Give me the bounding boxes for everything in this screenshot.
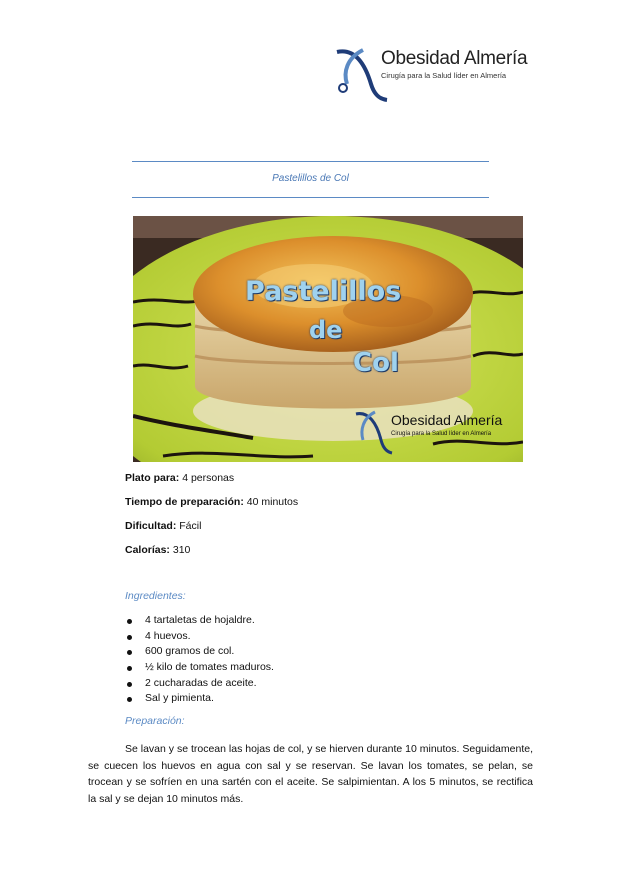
ingredient-text: 2 cucharadas de aceite. [145,676,257,689]
ingredient-text: Sal y pimienta. [145,692,214,705]
logo-subtitle: Cirugía para la Salud líder en Almería [381,71,507,80]
list-item [125,692,274,708]
logo-title: Obesidad Almería [381,48,528,69]
difficulty-line [125,520,201,532]
bullet-icon [127,635,132,640]
ingredients-heading: Ingredientes: [125,590,186,602]
list-item [125,661,274,677]
difficulty-label: Dificultad: [125,520,177,532]
title-bottom-rule [132,197,489,198]
calories-label: Calorías: [125,544,170,556]
header-logo [333,44,533,104]
calories-line [125,544,190,556]
list-item [125,677,274,693]
bullet-icon [127,619,132,624]
list-item [125,645,274,661]
photo-overlay-line3: Col [353,348,399,378]
servings-label: Plato para: [125,472,180,484]
watermark-logo-icon [353,408,393,456]
title-top-rule [132,161,489,162]
list-item [125,630,274,646]
difficulty-value: Fácil [179,520,202,532]
ingredient-text: 4 huevos. [145,629,191,642]
preparation-heading: Preparación: [125,715,185,727]
photo-overlay-line1: Pastelillos [245,276,402,307]
calories-value: 310 [172,544,191,556]
bullet-icon [127,682,132,687]
preparation-text: Se lavan y se trocean las hojas de col, y se hierven durante 10 minutos. Seguidamente, se cuecen los huevos en agua con sal y se reservan. Se lavan los tomates, se pelan, se trocean y se sofríen en una sartén con el aceite. Se salpimientan. A los 5 minutos, se rectifica la sal y se dejan 10 minutos más. [88,743,533,805]
watermark-subtitle: Cirugía para la Salud líder en Almería [391,431,492,437]
ingredients-list [125,614,274,708]
ingredient-text: 600 gramos de col. [145,645,235,658]
list-item [125,614,274,630]
servings-value: 4 personas [182,472,235,484]
time-value: 40 minutos [246,496,299,508]
bullet-icon [127,650,132,655]
time-label: Tiempo de preparación: [125,496,244,508]
document-title: Pastelillos de Col [272,173,349,184]
servings-line [125,472,234,484]
ingredient-text: 4 tartaletas de hojaldre. [145,614,255,626]
photo-overlay-line2: de [309,316,343,344]
ingredient-text: ½ kilo de tomates maduros. [145,661,274,674]
bullet-icon [127,697,132,702]
time-line [125,496,298,508]
bullet-icon [127,666,132,671]
recipe-photo [133,216,523,462]
watermark-title: Obesidad Almería [391,412,503,428]
